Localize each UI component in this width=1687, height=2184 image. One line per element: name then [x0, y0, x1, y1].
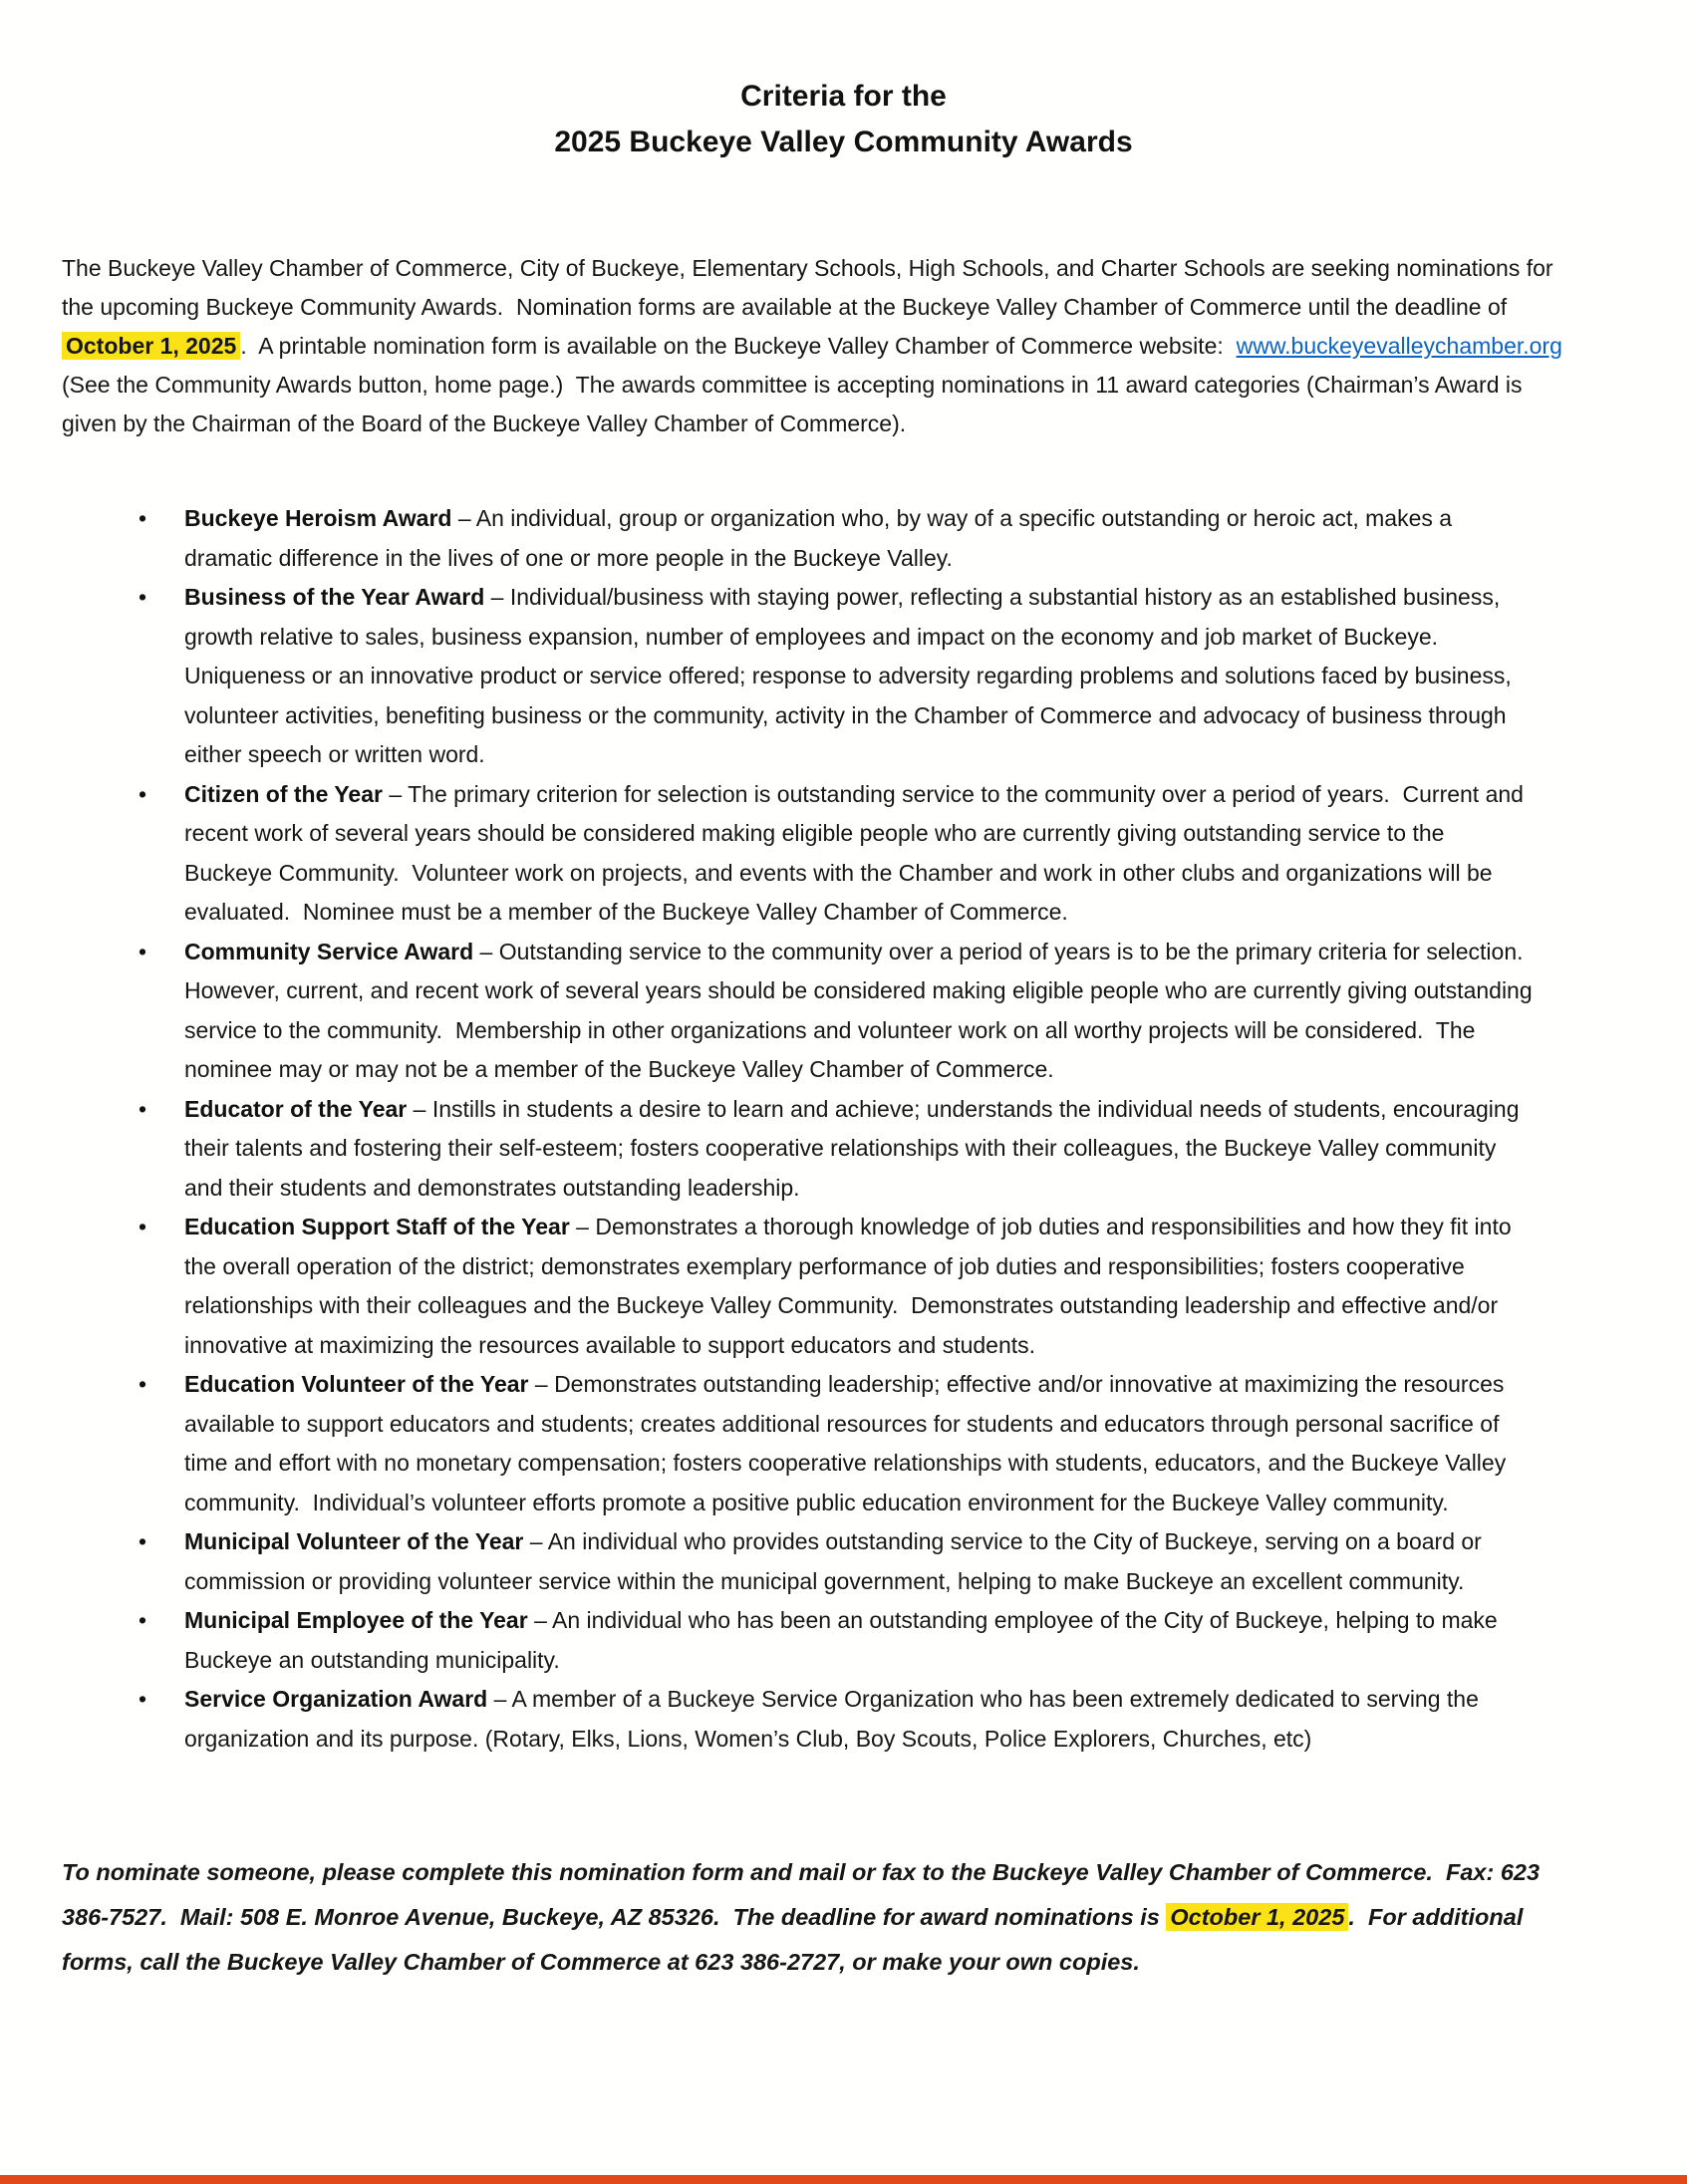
award-title: Municipal Employee of the Year [184, 1607, 528, 1633]
award-item [184, 1208, 1538, 1365]
award-title: Education Volunteer of the Year [184, 1371, 529, 1397]
award-desc: – Demonstrates outstanding leadership; effective and/or innovative at maximizing the resources available to support educators and students; creates additional resources for students and educators through personal sacrifice of time and effort with no monetary compensation; fosters cooperative relationships with students, educators, and the Buckeye Valley community. Individual’s volunteer efforts promote a positive public education environment for the Buckeye Valley community. [184, 1371, 1513, 1515]
footer-text-1: To nominate someone, please complete this nomination form and mail or fax to the Buckeye Valley Chamber of Commerce. Fax: 623 386-7527. Mail: 508 E. Monroe Avenue, Buckeye, AZ 85326. The deadline for award nominations is [62, 1859, 1546, 1930]
award-desc: – Instills in students a desire to learn and achieve; understands the individual needs of students, encouraging their talents and fostering their self-esteem; fosters cooperative relationships with their colleagues, the Buckeye Valley community and their students and demonstrates outstanding leadership. [184, 1095, 1526, 1201]
deadline-highlight: October 1, 2025 [62, 332, 240, 360]
award-desc: – An individual who provides outstanding service to the City of Buckeye, serving on a board or commission or providing volunteer service within the municipal government, helping to make Buckeye an excellent community. [184, 1528, 1489, 1594]
footer-note [62, 1850, 1592, 1985]
award-title: Business of the Year Award [184, 584, 485, 610]
award-item [184, 1365, 1538, 1522]
intro-text-2: . A printable nomination form is available on the Buckeye Valley Chamber of Commerce website: [240, 333, 1237, 359]
award-title: Municipal Volunteer of the Year [184, 1528, 524, 1554]
award-title: Educator of the Year [184, 1095, 408, 1122]
award-desc: – Demonstrates a thorough knowledge of job duties and responsibilities and how they fit into the overall operation of the district; demonstrates exemplary performance of job duties and responsibilities; fosters cooperative relationships with their colleagues and the Buckeye Valley Community. Demonstrates outstanding leadership and effective and/or innovative at maximizing the resources available to support educators and students. [184, 1214, 1519, 1358]
award-item [184, 1601, 1538, 1680]
award-desc: – An individual, group or organization who, by way of a specific outstanding or heroic act, makes a dramatic difference in the lives of one or more people in the Buckeye Valley. [184, 505, 1459, 571]
title-line-1: Criteria for the [740, 80, 947, 113]
award-item [184, 933, 1538, 1090]
award-desc: – An individual who has been an outstanding employee of the City of Buckeye, helping to make Buckeye an outstanding municipality. [184, 1607, 1505, 1673]
award-desc: – Individual/business with staying power, reflecting a substantial history as an established business, growth relative to sales, business expansion, number of employees and impact on the economy and job market of Buckeye. Uniqueness or an innovative product or service offered; response to adversity regarding problems and solutions faced by business, volunteer activities, benefiting business or the community, activity in the Chamber of Commerce and advocacy of business through either speech or written word. [184, 584, 1519, 767]
footer-text-2: . For additional forms, call the Buckeye Valley Chamber of Commerce at 623 386-2727, or make your own copies. [62, 1904, 1530, 1975]
award-title: Buckeye Heroism Award [184, 505, 452, 531]
intro-paragraph [62, 249, 1575, 443]
intro-text-1: The Buckeye Valley Chamber of Commerce, City of Buckeye, Elementary Schools, High Schools, and Charter Schools are seeking nominations for the upcoming Buckeye Community Awards. Nomination forms are available at the Buckeye Valley Chamber of Commerce until the deadline of [62, 255, 1559, 320]
page-title [0, 0, 1687, 165]
award-title: Citizen of the Year [184, 780, 383, 807]
award-list [184, 499, 1538, 1759]
award-desc: – The primary criterion for selection is outstanding service to the community over a period of years. Current and recent work of several years should be considered making eligible people who are currently giving outstanding service to the Buckeye Community. Volunteer work on projects, and events with the Chamber and work in other clubs and organizations will be evaluated. Nominee must be a member of the Buckeye Valley Chamber of Commerce. [184, 780, 1531, 925]
award-title: Education Support Staff of the Year [184, 1214, 570, 1239]
award-item [184, 1090, 1538, 1209]
award-desc: – Outstanding service to the community over a period of years is to be the primary criteria for selection. However, current, and recent work of several years should be considered making eligible people who are currently giving outstanding service to the community. Membership in other organizations and volunteer work on all worthy projects will be considered. The nominee may or may not be a member of the Buckeye Valley Chamber of Commerce. [184, 938, 1540, 1082]
footer-deadline-highlight: October 1, 2025 [1166, 1903, 1348, 1931]
award-item [184, 1680, 1538, 1759]
award-item [184, 578, 1538, 775]
chamber-website-link[interactable]: www.buckeyevalleychamber.org [1236, 333, 1562, 359]
intro-text-3: (See the Community Awards button, home page.) The awards committee is accepting nominations in 11 award categories (Chairman’s Award is given by the Chairman of the Board of the Buckeye Valley Chamber of Commerce). [62, 333, 1575, 436]
bottom-scan-stripe [0, 2175, 1687, 2184]
award-title: Service Organization Award [184, 1686, 488, 1712]
award-item [184, 775, 1538, 933]
title-line-2: 2025 Buckeye Valley Community Awards [554, 126, 1133, 158]
award-item [184, 1522, 1538, 1601]
award-title: Community Service Award [184, 938, 474, 964]
award-desc: – A member of a Buckeye Service Organization who has been extremely dedicated to serving the organization and its purpose. (Rotary, Elks, Lions, Women’s Club, Boy Scouts, Police Explorers, Churches, etc) [184, 1686, 1486, 1752]
award-item [184, 499, 1538, 578]
